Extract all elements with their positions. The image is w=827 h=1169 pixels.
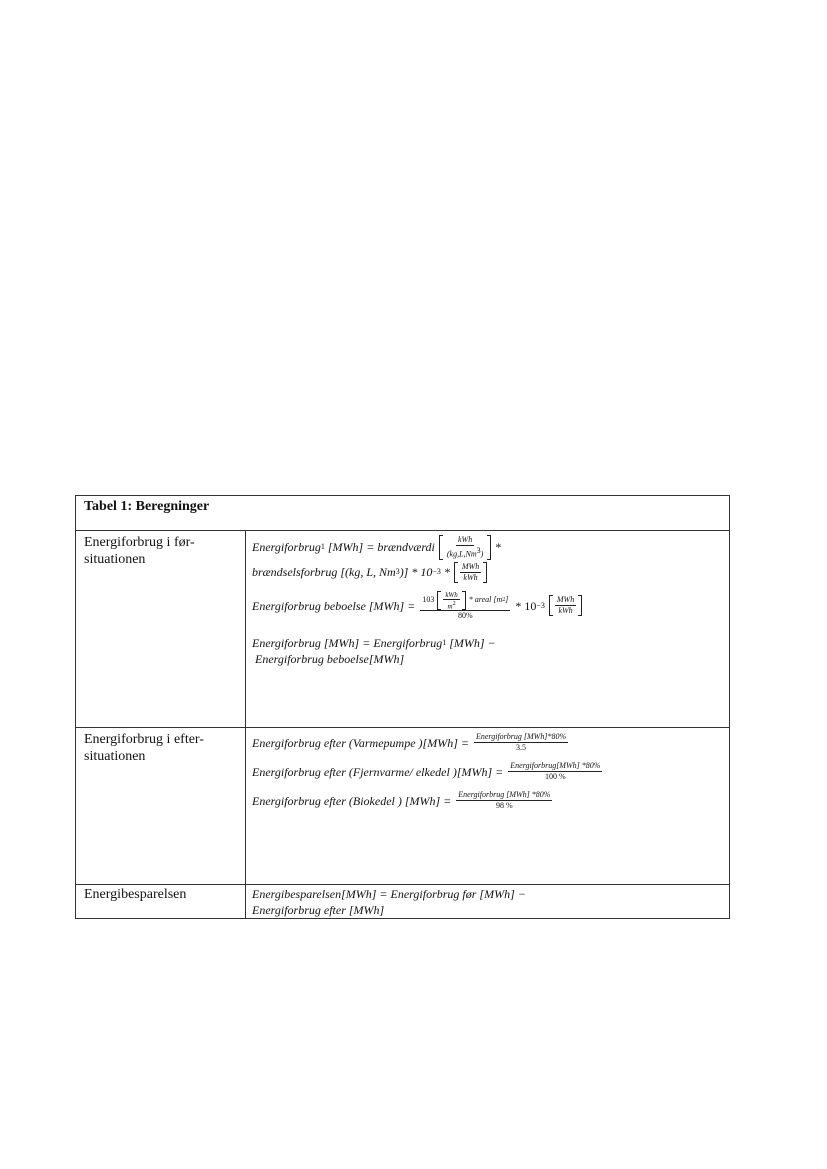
f2-num-b-sup: 2 — [502, 597, 506, 604]
formula-3-line-2 — [252, 651, 723, 667]
formula-savings-line-1 — [252, 886, 723, 902]
g2-lhs: Energiforbrug efter (Fjernvarme/ elkedel )[MWh] = — [252, 764, 504, 779]
formula-fjernvarme — [252, 761, 723, 782]
f2-num-frac-den: m — [447, 601, 453, 610]
f2-fraction — [420, 591, 510, 621]
g3-den: 98 % — [496, 801, 513, 810]
g1-num: Energiforbrug [MWh]*80% — [475, 732, 567, 741]
f2-num-frac-den-sup: 2 — [452, 600, 456, 607]
g1-den: 3.5 — [516, 743, 527, 752]
f2-num-frac-num: kWh — [445, 590, 458, 599]
f2-mult: * 10 — [515, 598, 537, 613]
f1-line2-frac-den: kWh — [463, 572, 478, 582]
f1-line2-b: )] * 10 — [399, 565, 433, 580]
g3-lhs: Energiforbrug efter (Biokedel ) [MWh] = — [252, 793, 452, 808]
formula-savings-line-2 — [252, 902, 723, 918]
formula-2 — [252, 591, 723, 621]
f1-line2-a: brændselsforbrug [(kg, L, Nm — [252, 565, 396, 580]
f1-lhs: Energiforbrug — [252, 540, 321, 555]
row-label-before: Energiforbrug i før-situationen — [84, 535, 195, 567]
f1-fraction — [445, 535, 485, 560]
formula-1-line-2 — [252, 562, 723, 583]
f1-lhs-unit: [MWh] = brændværdi — [327, 540, 435, 555]
f1-frac-den: (kg,L,Nm — [446, 549, 477, 559]
calculation-table — [75, 495, 730, 919]
row-label-cell — [76, 728, 246, 885]
g1-lhs: Energiforbrug efter (Varmepumpe )[MWh] = — [252, 735, 469, 750]
row-label-savings: Energibesparelsen — [84, 887, 187, 902]
f3-line1-a: Energiforbrug [MWh] = Energiforbrug — [252, 635, 443, 650]
table-title-cell — [76, 496, 730, 531]
formula-cell-before — [246, 531, 730, 728]
row-label-after: Energiforbrug i efter-situationen — [84, 732, 204, 764]
f2-unit-num: MWh — [556, 595, 575, 605]
f1-frac-num: kWh — [458, 535, 473, 544]
h-line1: Energibesparelsen[MWh] = Energiforbrug før [MWh] − — [252, 887, 526, 901]
formula-biokedel — [252, 790, 723, 811]
f2-den: 80% — [458, 610, 473, 620]
f1-line2-bracket — [454, 562, 487, 583]
f2-unit-den: kWh — [558, 606, 573, 616]
f3-line1-b: [MWh] − — [449, 635, 496, 650]
f2-num-b-close: ] — [505, 595, 509, 605]
f1-line2-sup: 3 — [395, 567, 400, 577]
f1-frac-den-sup: 3 — [476, 546, 481, 555]
f1-line2-frac-num: MWh — [461, 561, 480, 571]
f1-lhs-sub: 1 — [320, 542, 325, 552]
g2-num: Energiforbrug[MWh] *80% — [510, 761, 601, 770]
f2-lhs: Energiforbrug beboelse [MWh] = — [252, 598, 416, 613]
f3-line2: Energiforbrug beboelse[MWh] — [255, 651, 405, 666]
table-row-after — [76, 728, 730, 885]
formula-varmepumpe — [252, 732, 723, 753]
f2-num-b: * areal [m — [468, 595, 503, 605]
row-label-cell — [76, 531, 246, 728]
g3-num: Energiforbrug [MWh] *80% — [458, 790, 551, 799]
formula-cell-after — [246, 728, 730, 885]
row-label-cell — [76, 885, 246, 919]
f1-times: * — [495, 540, 502, 555]
table-row-before — [76, 531, 730, 728]
f1-line2-c: * — [443, 565, 450, 580]
formula-cell-savings — [246, 885, 730, 919]
f2-num-a: 103 — [422, 595, 435, 605]
formula-1-line-1 — [252, 535, 723, 560]
formula-3-line-1 — [252, 635, 723, 651]
f1-frac-den-close: ) — [480, 549, 484, 559]
h-line2: Energiforbrug efter [MWh] — [252, 903, 385, 917]
f3-line1-sub: 1 — [442, 637, 447, 647]
g2-den: 100 % — [545, 772, 566, 781]
table-row-savings — [76, 885, 730, 919]
table-title: Tabel 1: Beregninger — [84, 499, 210, 514]
f1-line2-exp: −3 — [432, 567, 441, 577]
f2-exp: −3 — [536, 600, 545, 610]
f1-bracket — [439, 535, 491, 560]
